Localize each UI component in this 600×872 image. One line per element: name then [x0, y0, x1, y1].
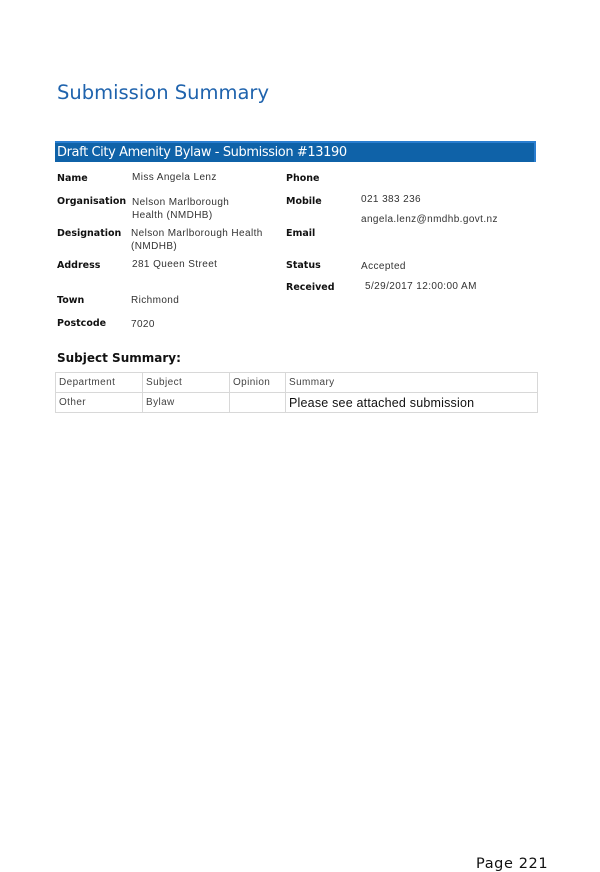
column-header-summary: Summary [286, 373, 538, 393]
status-value: Accepted [361, 261, 406, 272]
cell-opinion [230, 393, 286, 413]
mobile-value: 021 383 236 [361, 194, 422, 205]
designation-label: Designation [57, 228, 122, 239]
received-label: Received [286, 282, 335, 293]
organisation-value: Nelson Marlborough Health (NMDHB) [132, 197, 230, 221]
town-label: Town [57, 295, 85, 306]
table-header-row [56, 373, 538, 393]
subject-summary-table [55, 372, 538, 413]
name-value: Miss Angela Lenz [132, 172, 217, 183]
status-label: Status [286, 260, 321, 271]
postcode-value: 7020 [131, 319, 155, 330]
town-value: Richmond [131, 295, 180, 306]
name-label: Name [57, 173, 88, 184]
address-value: 281 Queen Street [132, 259, 218, 270]
page-title: Submission Summary [57, 81, 269, 104]
designation-value: Nelson Marlborough Health (NMDHB) [131, 228, 263, 252]
table-row [56, 393, 538, 413]
received-value: 5/29/2017 12:00:00 AM [365, 281, 477, 292]
cell-subject: Bylaw [143, 393, 230, 413]
cell-summary: Please see attached submission [286, 393, 538, 413]
phone-label: Phone [286, 173, 320, 184]
submission-banner: Draft City Amenity Bylaw - Submission #13190 [55, 141, 536, 162]
page-number: Page 221 [476, 856, 549, 872]
address-label: Address [57, 260, 101, 271]
column-header-department: Department [56, 373, 143, 393]
postcode-label: Postcode [57, 318, 107, 329]
column-header-subject: Subject [143, 373, 230, 393]
email-label: Email [286, 228, 316, 239]
organisation-label: Organisation [57, 196, 127, 207]
column-header-opinion: Opinion [230, 373, 286, 393]
cell-department: Other [56, 393, 143, 413]
subject-summary-heading: Subject Summary: [57, 351, 181, 365]
mobile-label: Mobile [286, 196, 322, 207]
email-value: angela.lenz@nmdhb.govt.nz [361, 214, 498, 225]
